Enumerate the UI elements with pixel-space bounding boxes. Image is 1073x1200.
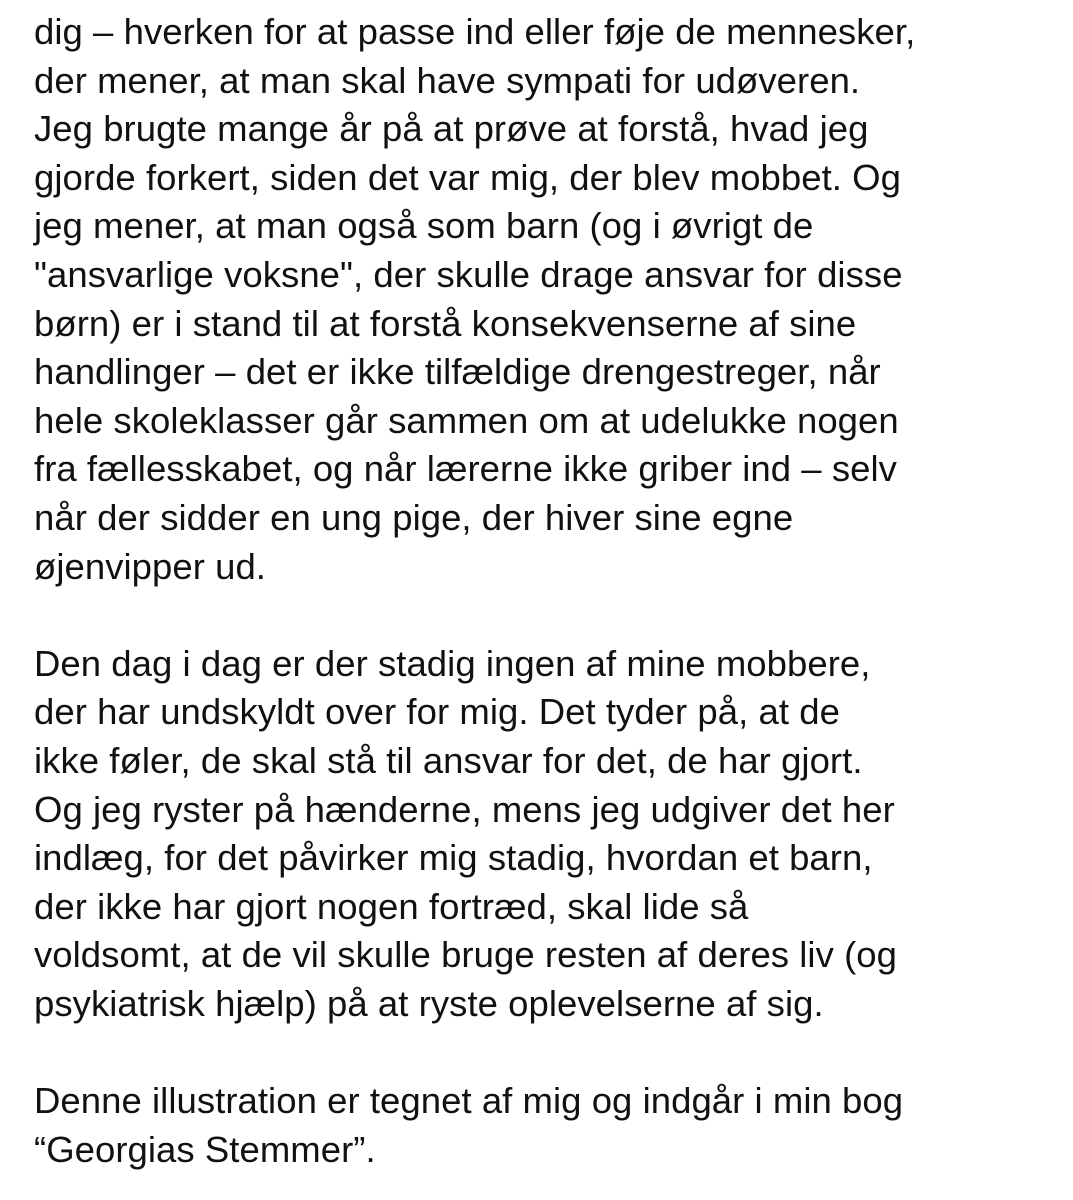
text-line: handlinger – det er ikke tilfældige drengestreger, når [34,351,881,393]
paragraph [34,640,1064,1029]
paragraph-spacer [34,1028,1064,1077]
text-line: Og jeg ryster på hænderne, mens jeg udgiver det her [34,788,895,830]
paragraph [34,8,1064,591]
text-line: Jeg brugte mange år på at prøve at forstå, hvad jeg [34,108,869,150]
text-line: voldsomt, at de vil skulle bruge resten af deres liv (og [34,934,897,976]
text-line: Den dag i dag er der stadig ingen af mine mobbere, [34,642,871,684]
text-line: fra fællesskabet, og når lærerne ikke griber ind – selv [34,448,897,490]
paragraph-spacer [34,591,1064,640]
text-line: børn) er i stand til at forstå konsekvenserne af sine [34,302,857,344]
text-line: indlæg, for det påvirker mig stadig, hvordan et barn, [34,837,873,879]
text-line: jeg mener, at man også som barn (og i øvrigt de [34,205,814,247]
text-line: ikke føler, de skal stå til ansvar for det, de har gjort. [34,739,863,781]
text-line: gjorde forkert, siden det var mig, der blev mobbet. Og [34,156,901,198]
text-line: der ikke har gjort nogen fortræd, skal lide så [34,885,749,927]
text-line: hele skoleklasser går sammen om at udelukke nogen [34,399,899,441]
text-line: Denne illustration er tegnet af mig og indgår i min bog [34,1080,904,1122]
paragraph [34,1077,1064,1174]
text-line: dig – hverken for at passe ind eller føje de mennesker, [34,11,916,52]
text-line: psykiatrisk hjælp) på at ryste oplevelserne af sig. [34,982,824,1024]
post-body [34,8,1064,1174]
text-line: der mener, at man skal have sympati for udøveren. [34,59,861,101]
text-line: øjenvipper ud. [34,545,266,587]
text-line: “Georgias Stemmer”. [34,1128,376,1170]
text-line: når der sidder en ung pige, der hiver sine egne [34,496,794,538]
text-line: der har undskyldt over for mig. Det tyder på, at de [34,691,840,733]
text-line: "ansvarlige voksne", der skulle drage ansvar for disse [34,253,903,295]
